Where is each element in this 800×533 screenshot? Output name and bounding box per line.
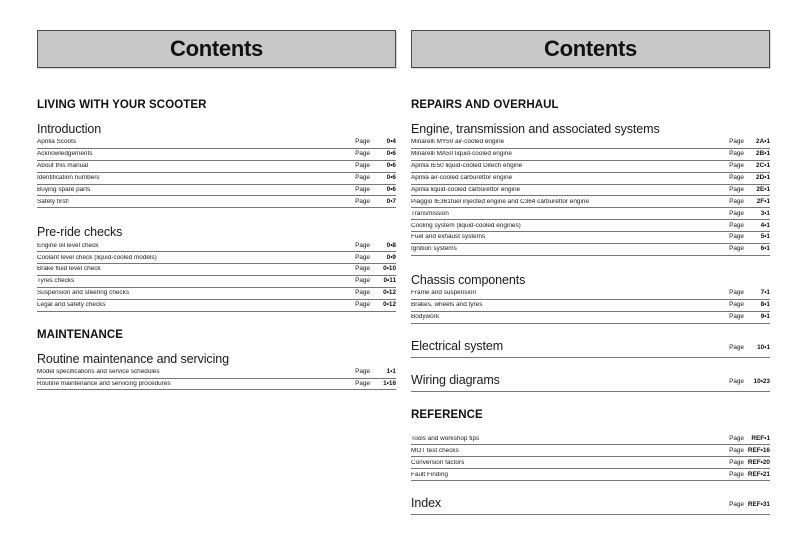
entry-page-number: 0•6 <box>386 185 396 193</box>
right-contents-banner <box>411 30 770 68</box>
list-item[interactable] <box>411 208 770 220</box>
list-item[interactable] <box>411 185 770 197</box>
entry-page-label: Page <box>729 209 744 217</box>
entry-title: Tools and workshop tips <box>411 435 480 442</box>
subsection-heading-chassis-components: Chassis components <box>411 272 526 287</box>
entry-page-number: 0•11 <box>383 277 396 285</box>
entry-title: Routine maintenance and servicing procedures <box>37 380 171 387</box>
entry-page-number: 2C•1 <box>756 162 770 170</box>
list-item[interactable] <box>37 173 396 185</box>
entry-list-introduction <box>37 137 396 208</box>
entry-page-number: 4•1 <box>760 221 770 229</box>
section-heading-repairs-and-overhaul: REPAIRS AND OVERHAUL <box>411 99 559 111</box>
left-column <box>37 30 396 515</box>
entry-title: Brakes, wheels and tyres <box>411 302 483 309</box>
entry-page-number: 1•16 <box>383 379 396 387</box>
entry-page-number: 2B•1 <box>756 150 770 158</box>
entry-page-number: 7•1 <box>760 289 770 297</box>
entry-title: MOT test checks <box>411 447 459 454</box>
entry-page-label: Page <box>729 233 744 241</box>
entry-title: Tyres checks <box>37 278 75 285</box>
entry-title: Index <box>411 496 442 511</box>
entry-title: Aprilia Scoots <box>37 139 77 146</box>
list-item[interactable] <box>37 196 396 208</box>
list-item[interactable] <box>37 264 396 276</box>
entry-title: Minarelli MA50 liquid-cooled engine <box>411 151 512 158</box>
list-item[interactable] <box>411 161 770 173</box>
entry-title: Cooling system (liquid-cooled engines) <box>411 222 521 229</box>
entry-title: Safety first! <box>37 198 69 205</box>
entry-title: Aprilia air-cooled carburettor engine <box>411 174 513 181</box>
entry-title: Bodywork <box>411 313 440 320</box>
entry-title: Minarelli MY50 air-cooled engine <box>411 139 505 146</box>
entry-page-label: Page <box>729 289 744 297</box>
section-heading-reference: REFERENCE <box>411 408 483 421</box>
entry-page-number: 2E•1 <box>756 185 770 193</box>
list-item[interactable] <box>411 469 770 481</box>
list-item[interactable] <box>411 137 770 149</box>
entry-title: Buying spare parts <box>37 186 91 193</box>
list-item[interactable] <box>37 288 396 300</box>
entry-page-number: 5•1 <box>760 233 770 241</box>
list-item[interactable] <box>37 149 396 161</box>
entry-page-number: 1•1 <box>386 367 396 375</box>
entry-page-number: REF•21 <box>747 470 770 478</box>
entry-title: Conversion factors <box>411 459 465 466</box>
list-item[interactable] <box>37 379 396 391</box>
entry-page-number: 0•9 <box>386 253 396 261</box>
entry-page-label: Page <box>729 162 744 170</box>
entry-title: Suspension and steering checks <box>37 290 130 297</box>
entry-page-label: Page <box>355 277 370 285</box>
list-item[interactable] <box>411 232 770 244</box>
entry-page-number: REF•16 <box>747 446 770 454</box>
list-item[interactable] <box>411 288 770 300</box>
entry-page-label: Page <box>729 150 744 158</box>
entry-list-chassis-components <box>411 288 770 324</box>
left-contents-banner <box>37 30 396 68</box>
section-heading-living-with-your-scooter: LIVING WITH YOUR SCOOTER <box>37 99 207 111</box>
entry-page-label: Page <box>729 434 744 442</box>
entry-page-label: Page <box>729 343 744 351</box>
entry-title: Aprilia IE50 liquid-cooled Ditech engine <box>411 163 523 170</box>
entry-title: Aprilia liquid-cooled carburettor engine <box>411 186 521 193</box>
entry-list-reference <box>411 434 770 482</box>
entry-title: Engine oil level check <box>37 242 99 249</box>
entry-page-number: 0•7 <box>386 197 396 205</box>
entry-title: Frame and suspension <box>411 290 477 297</box>
list-item[interactable] <box>37 185 396 197</box>
entry-title: Legal and safety checks <box>37 302 106 309</box>
entry-page-label: Page <box>355 197 370 205</box>
entry-page-label: Page <box>729 138 744 146</box>
entry-page-number: 0•6 <box>386 150 396 158</box>
entry-page-label: Page <box>355 367 370 375</box>
list-item[interactable] <box>37 137 396 149</box>
list-item[interactable] <box>411 220 770 232</box>
entry-title: Identification numbers <box>37 174 100 181</box>
entry-page-number: 0•4 <box>386 138 396 146</box>
entry-page-label: Page <box>355 173 370 181</box>
entry-page-label: Page <box>355 289 370 297</box>
entry-page-label: Page <box>355 265 370 273</box>
entry-page-number: 3•1 <box>760 209 770 217</box>
entry-page-number: 0•6 <box>386 162 396 170</box>
entry-list-routine-maintenance <box>37 367 396 391</box>
entry-page-label: Page <box>355 301 370 309</box>
entry-page-label: Page <box>729 446 744 454</box>
entry-page-number: 8•1 <box>760 301 770 309</box>
entry-page-label: Page <box>729 221 744 229</box>
entry-page-number: 0•12 <box>383 301 396 309</box>
entry-page-number: 2A•1 <box>756 138 770 146</box>
entry-title: Model specifications and service schedules <box>37 368 160 375</box>
entry-page-label: Page <box>355 185 370 193</box>
entry-title: Fuel and exhaust systems <box>411 234 486 241</box>
entry-title: Acknowledgements <box>37 151 93 158</box>
entry-page-number: 10•1 <box>757 343 770 351</box>
right-column <box>411 30 770 515</box>
entry-list-engine-transmission <box>411 137 770 256</box>
list-item[interactable] <box>411 445 770 457</box>
subsection-heading-routine-maintenance: Routine maintenance and servicing <box>37 351 229 366</box>
entry-page-number: 2F•1 <box>756 197 770 205</box>
section-heading-maintenance: MAINTENANCE <box>37 328 124 341</box>
entry-page-label: Page <box>729 458 744 466</box>
section-entry-wiring-diagrams[interactable] <box>411 371 770 392</box>
entry-page-label: Page <box>355 138 370 146</box>
list-item[interactable] <box>411 434 770 446</box>
subsection-heading-introduction: Introduction <box>37 122 102 136</box>
entry-title: Piaggio IE361fuel injected engine and C364 carburettor engine <box>411 198 590 205</box>
list-item[interactable] <box>37 240 396 252</box>
entry-title: About this manual <box>37 163 89 170</box>
subsection-heading-pre-ride-checks: Pre-ride checks <box>37 225 123 240</box>
entry-page-label: Page <box>729 377 744 385</box>
section-entry-index[interactable] <box>411 494 770 515</box>
section-entry-electrical-system[interactable] <box>411 337 770 358</box>
left-contents-title: Contents <box>170 36 263 61</box>
entry-title: Ignition systems <box>411 246 457 253</box>
entry-page-label: Page <box>729 173 744 181</box>
entry-page-number: REF•20 <box>747 458 770 466</box>
entry-page-number: 6•1 <box>760 245 770 253</box>
entry-page-label: Page <box>729 501 744 509</box>
entry-page-label: Page <box>729 197 744 205</box>
list-item[interactable] <box>411 312 770 324</box>
entry-page-number: 10•23 <box>753 377 770 385</box>
subsection-heading-engine-transmission: Engine, transmission and associated systems <box>411 122 660 136</box>
entry-page-number: 9•1 <box>760 312 770 320</box>
entry-page-label: Page <box>729 185 744 193</box>
entry-title: Transmission <box>411 210 449 217</box>
entry-page-label: Page <box>729 470 744 478</box>
list-item[interactable] <box>37 276 396 288</box>
entry-page-label: Page <box>355 150 370 158</box>
entry-page-label: Page <box>729 245 744 253</box>
entry-page-number: 0•6 <box>386 173 396 181</box>
entry-list-pre-ride-checks <box>37 240 396 311</box>
list-item[interactable] <box>37 161 396 173</box>
right-contents-title: Contents <box>544 36 637 61</box>
entry-page-number: 2D•1 <box>756 173 770 181</box>
list-item[interactable] <box>411 196 770 208</box>
list-item[interactable] <box>411 300 770 312</box>
entry-page-label: Page <box>355 379 370 387</box>
entry-title: Coolant level check (liquid-cooled models) <box>37 254 157 261</box>
entry-page-number: 0•10 <box>383 265 396 273</box>
list-item[interactable] <box>411 149 770 161</box>
entry-page-number: REF•1 <box>751 434 770 442</box>
entry-title: Fault Finding <box>411 471 448 478</box>
list-item[interactable] <box>37 300 396 312</box>
entry-title: Wiring diagrams <box>411 372 500 387</box>
entry-title: Electrical system <box>411 338 504 353</box>
list-item[interactable] <box>411 244 770 256</box>
entry-page-label: Page <box>729 312 744 320</box>
entry-page-number: 0•12 <box>383 289 396 297</box>
entry-page-label: Page <box>355 162 370 170</box>
list-item[interactable] <box>411 457 770 469</box>
entry-title: Brake fluid level check <box>37 266 101 273</box>
list-item[interactable] <box>37 367 396 379</box>
entry-page-number: 0•8 <box>386 241 396 249</box>
entry-page-label: Page <box>729 301 744 309</box>
entry-page-label: Page <box>355 241 370 249</box>
entry-page-label: Page <box>355 253 370 261</box>
list-item[interactable] <box>37 252 396 264</box>
list-item[interactable] <box>411 173 770 185</box>
entry-page-number: REF•31 <box>747 501 770 509</box>
